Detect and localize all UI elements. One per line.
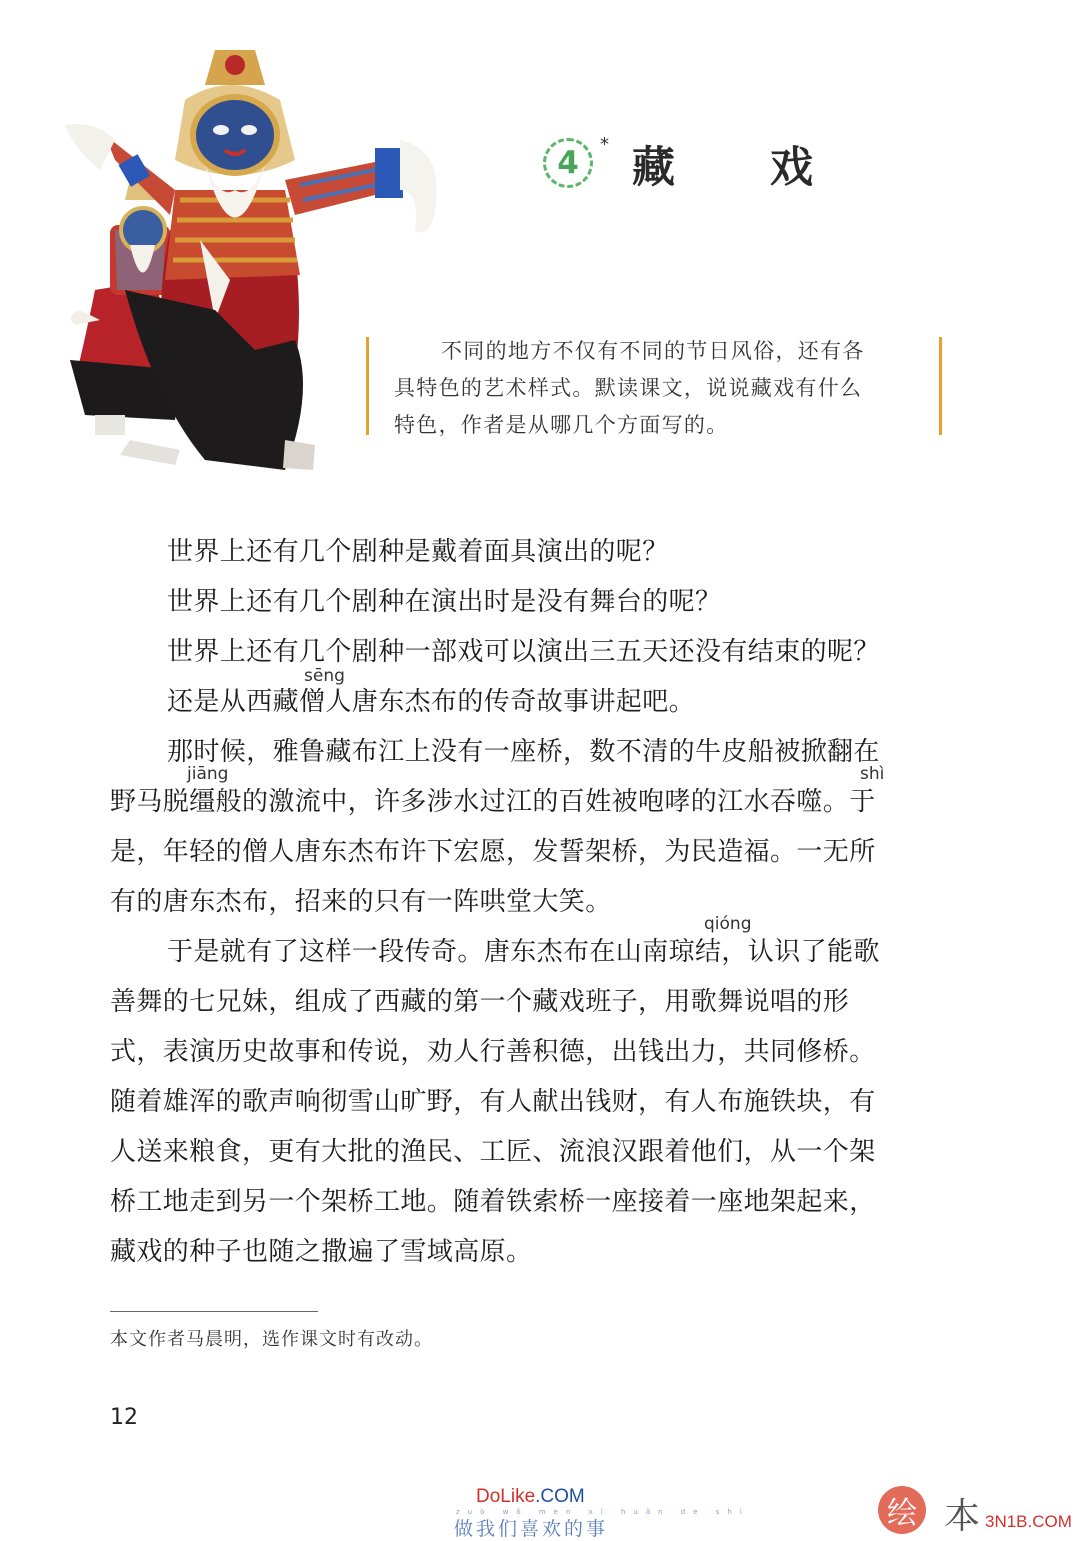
body-line: 世界上还有几个剧种一部戏可以演出三五天还没有结束的呢？ (167, 637, 880, 667)
pinyin-annotation: jiāng (187, 764, 229, 784)
watermark-dolike-main: DoLike (476, 1486, 536, 1507)
body-line: 有的唐东杰布，招来的只有一阵哄堂大笑。 (110, 887, 612, 917)
lesson-title: 藏 戏 (632, 143, 853, 193)
prompt-line: 特色，作者是从哪几个方面写的。 (394, 413, 729, 437)
body-line: 式，表演历史故事和传说，劝人行善积德，出钱出力，共同修桥。 (110, 1037, 876, 1067)
body-line: 藏戏的种子也随之撒遍了雪域高原。 (110, 1237, 533, 1267)
lesson-number: 4 (557, 145, 579, 181)
reading-prompt (394, 333, 924, 444)
body-line: 是，年轻的僧人唐东杰布许下宏愿，发誓架桥，为民造福。一无所 (110, 837, 876, 867)
body-line: 随着雄浑的歌声响彻雪山旷野，有人献出钱财，有人布施铁块，有 (110, 1087, 876, 1117)
prompt-line: 具特色的艺术样式。默读课文，说说藏戏有什么 (394, 376, 863, 400)
body-line: 桥工地走到另一个架桥工地。随着铁索桥一座接着一座地架起来， (110, 1187, 876, 1217)
self-study-star-mark: * (600, 134, 609, 155)
prompt-right-bar (939, 337, 942, 435)
watermark-slogan-pinyin: zuò wǒ men xǐ huān de shì (456, 1508, 750, 1516)
body-line: 野马脱缰般的激流中，许多涉水过江的百姓被咆哮的江水吞噬。于 (110, 787, 876, 817)
body-line: 那时候，雅鲁藏布江上没有一座桥，数不清的牛皮船被掀翻在 (167, 737, 880, 767)
lesson-number-badge (543, 138, 593, 188)
pinyin-annotation: qióng (704, 914, 752, 934)
page-number: 12 (110, 1405, 138, 1430)
pinyin-annotation: sēng (304, 666, 345, 686)
watermark-dolike-com: .COM (535, 1486, 585, 1507)
body-line: 世界上还有几个剧种在演出时是没有舞台的呢？ (167, 587, 722, 617)
body-line: 世界上还有几个剧种是戴着面具演出的呢？ (167, 537, 669, 567)
footnote: 本文作者马晨明，选作课文时有改动。 (110, 1329, 433, 1350)
pinyin-annotation: shì (860, 764, 885, 784)
watermark-slogan: 做我们喜欢的事 (454, 1518, 609, 1540)
footnote-divider (110, 1311, 318, 1312)
body-line: 善舞的七兄妹，组成了西藏的第一个藏戏班子，用歌舞说唱的形 (110, 987, 850, 1017)
watermark-ben: 本 (944, 1496, 981, 1537)
prompt-left-bar (366, 337, 369, 435)
body-line: 还是从西藏僧人唐东杰布的传奇故事讲起吧。 (167, 687, 696, 717)
body-line: 人送来粮食，更有大批的渔民、工匠、流浪汉跟着他们，从一个架 (110, 1137, 876, 1167)
prompt-line: 不同的地方不仅有不同的节日风俗，还有各 (441, 339, 865, 363)
body-line: 于是就有了这样一段传奇。唐东杰布在山南琼结，认识了能歌 (167, 937, 880, 967)
watermark-dolike (476, 1486, 585, 1508)
watermark-3n1b: 3N1B.COM (985, 1512, 1072, 1531)
watermark-logo-icon: 绘 (878, 1486, 926, 1534)
